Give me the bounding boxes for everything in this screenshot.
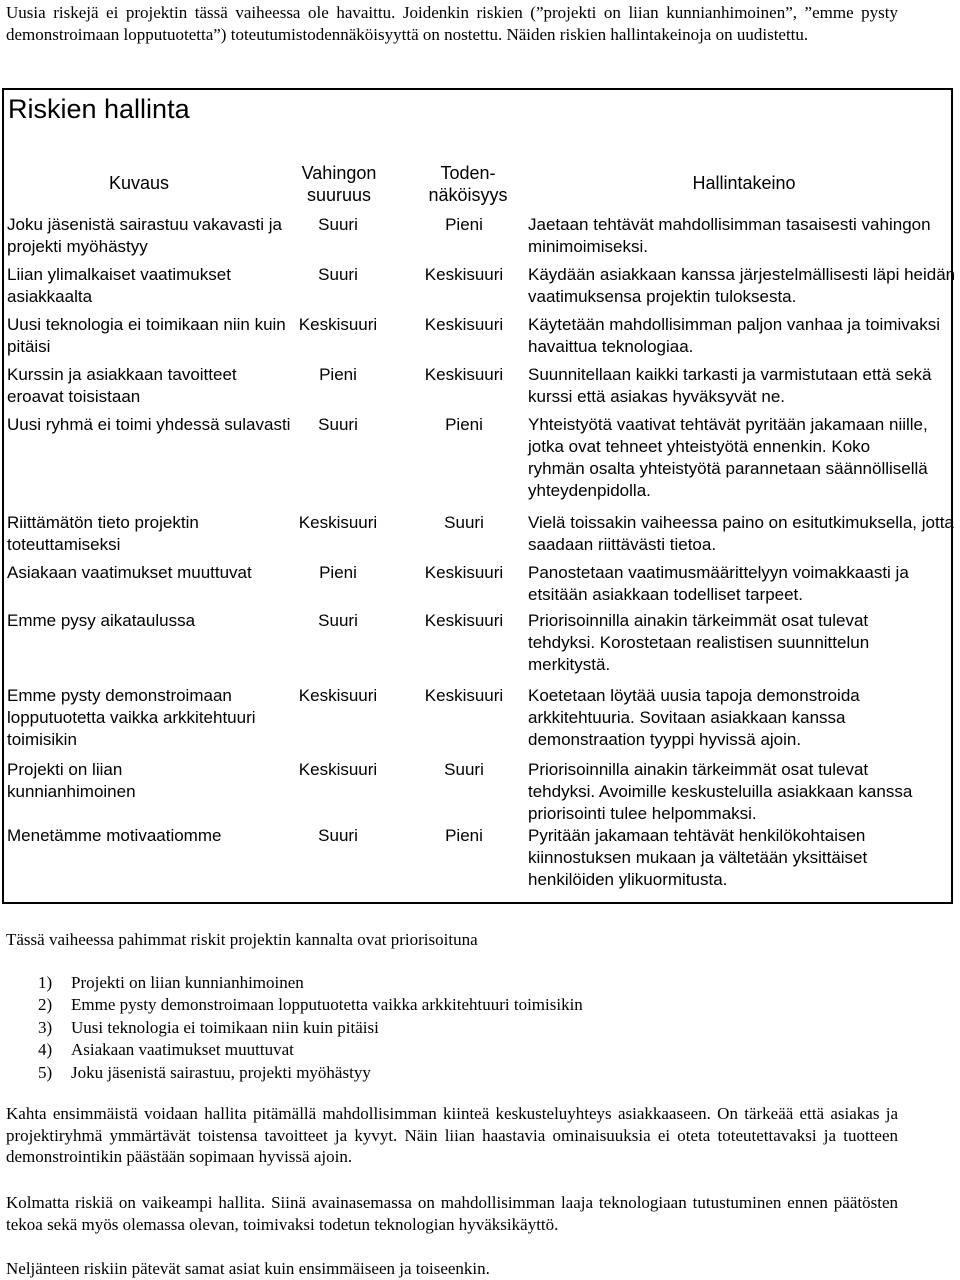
risk-description: Emme pysty demonstroimaan lopputuotetta vaikka arkkitehtuuri toimisikin [7, 686, 256, 749]
list-text: Uusi teknologia ei toimikaan niin kuin pitäisi [71, 1017, 379, 1037]
risk-probability: Keskisuuri [424, 563, 504, 582]
risk-severity: Pieni [319, 365, 357, 384]
paragraph: Neljänteen riskiin pätevät samat asiat kuin ensimmäiseen ja toiseenkin. [6, 1259, 490, 1278]
risk-probability: Pieni [445, 415, 483, 434]
risk-management-slide [2, 88, 956, 904]
risk-severity: Keskisuuri [298, 315, 378, 334]
list-number: 4) [38, 1040, 53, 1060]
risk-severity: Suuri [318, 265, 358, 284]
paragraph: Kolmatta riskiä on vaikeampi hallita. Siinä avainasemassa on mahdollisimman laaja teknologiaan tutustuminen ennen päätösten tekoa sekä myös olemassa olevan, toimivaksi todetun teknologian hyväksikäyttö. [6, 1193, 898, 1234]
priority-list [38, 972, 583, 1084]
risk-mitigation: Jaetaan tehtävät mahdollisimman tasaisesti vahingon minimoimiseksi. [528, 215, 931, 256]
list-text: Emme pysty demonstroimaan lopputuotetta vaikka arkkitehtuuri toimisikin [71, 995, 583, 1015]
list-item [38, 1062, 583, 1084]
list-number: 2) [38, 995, 53, 1015]
risk-description: Uusi teknologia ei toimikaan niin kuin pitäisi [7, 315, 286, 356]
risk-mitigation: Priorisoinnilla ainakin tärkeimmät osat tulevat tehdyksi. Avoimille keskusteluilla asiakkaan kanssa priorisointi tulee helpommaksi. [528, 760, 913, 823]
risk-probability: Keskisuuri [424, 315, 504, 334]
list-item [38, 994, 583, 1016]
risk-probability: Keskisuuri [424, 265, 504, 284]
slide-title: Riskien hallinta [8, 94, 190, 124]
column-header-kuvaus: Kuvaus [108, 173, 170, 193]
risk-severity: Keskisuuri [298, 760, 378, 779]
risk-severity: Keskisuuri [298, 513, 378, 532]
risk-mitigation: Pyritään jakamaan tehtävät henkilökohtaisen kiinnostuksen mukaan ja vältetään yksittäiset henkilöiden ylikuormitusta. [528, 826, 868, 889]
risk-mitigation: Käytetään mahdollisimman paljon vanhaa ja toimivaksi havaittua teknologiaa. [528, 315, 940, 356]
risk-probability: Suuri [444, 760, 484, 779]
risk-mitigation: Panostetaan vaatimusmäärittelyyn voimakkaasti ja etsitään asiakkaan todelliset tarpeet. [528, 563, 909, 604]
priority-heading: Tässä vaiheessa pahimmat riskit projektin kannalta ovat priorisoituna [6, 930, 478, 949]
column-header-hallintakeino: Hallintakeino [692, 173, 796, 193]
risk-severity: Suuri [318, 611, 358, 630]
risk-mitigation: Koetetaan löytää uusia tapoja demonstroida arkkitehtuuria. Sovitaan asiakkaan kanssa demonstraation tyyppi hyvissä ajoin. [528, 686, 860, 749]
risk-probability: Keskisuuri [424, 686, 504, 705]
risk-severity: Suuri [318, 826, 358, 845]
list-text: Projekti on liian kunnianhimoinen [71, 973, 304, 992]
risk-description: Emme pysy aikataulussa [7, 611, 196, 630]
risk-severity: Keskisuuri [298, 686, 378, 705]
risk-probability: Pieni [445, 826, 483, 845]
list-text: Joku jäsenistä sairastuu, projekti myöhästyy [71, 1062, 371, 1082]
risk-mitigation: Yhteistyötä vaativat tehtävät pyritään jakamaan niille, jotka ovat tehneet yhteistyötä ennenkin. Koko ryhmän osalta yhteistyötä parannetaan säännöllisellä yhteydenpidolla. [528, 415, 928, 500]
risk-probability: Pieni [445, 215, 483, 234]
risk-description: Projekti on liian kunnianhimoinen [7, 760, 136, 801]
risk-probability: Keskisuuri [424, 611, 504, 630]
risk-mitigation: Suunnitellaan kaikki tarkasti ja varmistutaan että sekä kurssi että asiakas hyväksyvät ne. [528, 365, 932, 406]
risk-severity: Pieni [319, 563, 357, 582]
risk-description: Uusi ryhmä ei toimi yhdessä sulavasti [7, 415, 291, 434]
risk-mitigation: Käydään asiakkaan kanssa järjestelmällisesti läpi heidän vaatimuksensa projektin tuloksesta. [528, 265, 956, 306]
risk-mitigation: Priorisoinnilla ainakin tärkeimmät osat tulevat tehdyksi. Korostetaan realistisen suunnittelun merkitystä. [528, 611, 870, 674]
paragraph: Kahta ensimmäistä voidaan hallita pitämällä mahdollisimman kiinteä keskusteluyhteys asiakkaaseen. On tärkeää että asiakas ja projektiryhmä ymmärtävät toistensa tavoitteet ja kyvyt. Näin liian haastavia ominaisuuksia ei oteta toteutettavaksi ja tuotteen demonstrointikin päästään sopimaan hyvissä ajoin. [6, 1104, 898, 1166]
intro-paragraph: Uusia riskejä ei projektin tässä vaiheessa ole havaittu. Joidenkin riskien (”projekti on liian kunnianhimoinen”, ”emme pysty demonstroimaan lopputuotetta”) toteutumistodennäköisyyttä on nostettu. Näiden riskien hallintakeinoja on uudistettu. [6, 3, 898, 44]
column-header-todennakoisyys: Toden-näköisyys [428, 163, 508, 205]
risk-description: Asiakaan vaatimukset muuttuvat [7, 563, 252, 582]
list-item [38, 1039, 583, 1061]
risk-description: Kurssin ja asiakkaan tavoitteet eroavat toisistaan [7, 365, 237, 406]
risk-severity: Suuri [318, 415, 358, 434]
risk-severity: Suuri [318, 215, 358, 234]
list-item [38, 972, 583, 994]
list-number: 1) [38, 973, 53, 992]
risk-probability: Keskisuuri [424, 365, 504, 384]
list-item [38, 1017, 583, 1039]
risk-description: Liian ylimalkaiset vaatimukset asiakkaalta [7, 265, 231, 306]
risk-description: Menetämme motivaatiomme [7, 826, 222, 845]
list-number: 3) [38, 1017, 53, 1037]
risk-probability: Suuri [444, 513, 484, 532]
risk-description: Joku jäsenistä sairastuu vakavasti ja projekti myöhästyy [7, 215, 282, 256]
column-header-vahingon-suuruus: Vahingon suuruus [301, 163, 377, 205]
list-number: 5) [38, 1062, 53, 1082]
risk-description: Riittämätön tieto projektin toteuttamiseksi [7, 513, 199, 554]
list-text: Asiakaan vaatimukset muuttuvat [71, 1040, 294, 1060]
risk-mitigation: Vielä toissakin vaiheessa paino on esitutkimuksella, jotta saadaan riittävästi tietoa. [528, 513, 954, 554]
